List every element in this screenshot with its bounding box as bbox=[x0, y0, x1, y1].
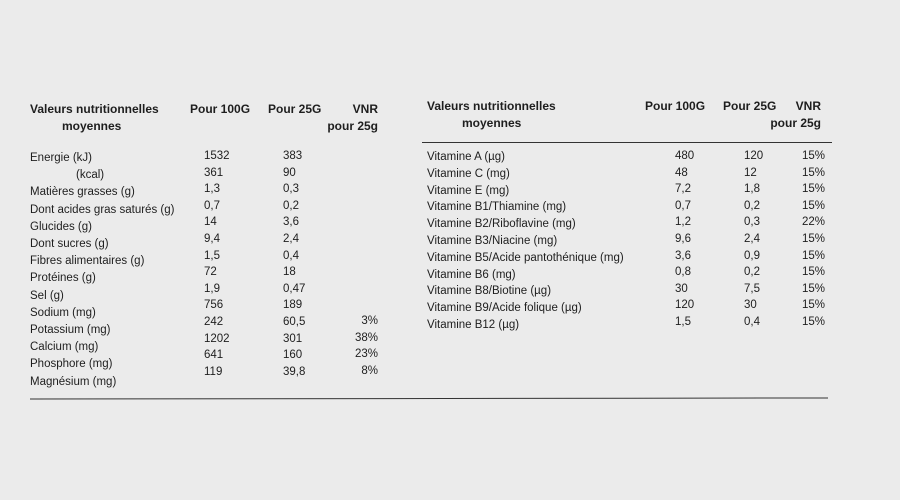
per25-value: 2,4 bbox=[283, 233, 299, 245]
vitamin-label: Vitamine B2/Riboflavine (mg) bbox=[427, 218, 576, 231]
nutrient-label: Sel (g) bbox=[30, 289, 64, 302]
per100-value: 1532 bbox=[204, 150, 230, 162]
vitamin-label: Vitamine B1/Thiamine (mg) bbox=[427, 201, 567, 214]
right-header-nutrition-line2: moyennes bbox=[462, 116, 522, 130]
per25-value: 383 bbox=[283, 150, 303, 162]
nutrient-label: Dont sucres (g) bbox=[30, 238, 109, 250]
vitamin-vnr-value: 15% bbox=[801, 166, 825, 179]
right-header-nutrition bbox=[427, 98, 556, 132]
vnr-value: 23% bbox=[354, 348, 378, 361]
vitamin-per25-value: 0,2 bbox=[744, 266, 760, 279]
vitamin-per25-value: 120 bbox=[744, 150, 764, 162]
vitamin-per100-value: 1,2 bbox=[675, 216, 691, 229]
vitamin-per100-value: 480 bbox=[675, 150, 695, 162]
vnr-value: 3% bbox=[361, 315, 378, 327]
per25-value: 39,8 bbox=[283, 365, 306, 378]
vitamin-per25-value: 30 bbox=[744, 299, 757, 312]
per100-value: 14 bbox=[204, 216, 217, 229]
per100-value: 1202 bbox=[204, 332, 230, 345]
right-header-vnr bbox=[760, 98, 821, 132]
vitamin-per25-value: 12 bbox=[744, 166, 757, 179]
vitamin-label: Vitamine B8/Biotine (µg) bbox=[427, 285, 552, 298]
left-header-nutrition bbox=[30, 101, 159, 135]
vitamin-label: Vitamine C (mg) bbox=[427, 167, 510, 180]
per25-value: 0,47 bbox=[283, 282, 306, 295]
per100-value: 72 bbox=[204, 266, 217, 279]
vitamin-per25-value: 7,5 bbox=[744, 282, 760, 295]
per100-value: 756 bbox=[204, 299, 224, 312]
per25-value: 90 bbox=[283, 166, 296, 179]
vitamin-label: Vitamine B3/Niacine (mg) bbox=[427, 235, 558, 247]
vitamin-vnr-value: 15% bbox=[801, 150, 825, 162]
vitamin-per100-value: 7,2 bbox=[675, 183, 691, 196]
per25-value: 0,4 bbox=[283, 249, 299, 262]
vitamin-per100-value: 120 bbox=[675, 299, 695, 312]
vitamin-vnr-value: 15% bbox=[801, 266, 825, 279]
vitamin-label: Vitamine B6 (mg) bbox=[427, 268, 516, 281]
per25-value: 60,5 bbox=[283, 316, 306, 328]
vitamin-label: Vitamine B9/Acide folique (µg) bbox=[427, 302, 582, 315]
left-header-nutrition-line2: moyennes bbox=[62, 119, 122, 133]
per100-value: 361 bbox=[204, 166, 224, 179]
vitamin-vnr-value: 15% bbox=[801, 282, 825, 295]
vitamin-per25-value: 1,8 bbox=[744, 183, 760, 196]
nutrient-label: Protéines (g) bbox=[30, 272, 96, 285]
vitamin-per25-value: 0,4 bbox=[744, 316, 760, 328]
vitamin-per100-value: 0,7 bbox=[675, 199, 691, 212]
nutrient-label: Matières grasses (g) bbox=[30, 186, 135, 199]
per100-value: 119 bbox=[204, 365, 223, 378]
vitamin-per100-value: 30 bbox=[675, 282, 688, 295]
right-header-nutrition-line1: Valeurs nutritionnelles bbox=[427, 99, 556, 113]
per25-value: 3,6 bbox=[283, 216, 299, 229]
vitamin-per100-value: 9,6 bbox=[675, 233, 691, 245]
nutrient-label: Energie (kJ) bbox=[30, 152, 92, 164]
per100-value: 1,5 bbox=[204, 249, 220, 262]
per100-value: 0,7 bbox=[204, 199, 220, 212]
right-header-vnr-line2: pour 25g bbox=[770, 116, 821, 130]
vitamin-per25-value: 0,3 bbox=[744, 216, 760, 229]
vitamin-label: Vitamine B12 (µg) bbox=[427, 319, 520, 331]
left-header-vnr-line2: pour 25g bbox=[327, 119, 378, 133]
per100-value: 242 bbox=[204, 316, 224, 328]
nutrient-label: Dont acides gras saturés (g) bbox=[30, 203, 175, 216]
nutrient-label: Magnésium (mg) bbox=[30, 375, 117, 388]
right-header-vnr-line1: VNR bbox=[795, 99, 821, 113]
vnr-value: 38% bbox=[354, 331, 378, 344]
per100-value: 1,9 bbox=[204, 282, 220, 295]
per25-value: 160 bbox=[283, 349, 303, 362]
left-header-nutrition-line1: Valeurs nutritionnelles bbox=[30, 102, 159, 116]
per25-value: 301 bbox=[283, 332, 303, 345]
left-header-per25: Pour 25G bbox=[268, 102, 322, 116]
vitamin-per25-value: 2,4 bbox=[744, 233, 760, 245]
per100-value: 641 bbox=[204, 349, 224, 362]
per25-value: 0,3 bbox=[283, 183, 299, 196]
vitamin-label: Vitamine A (µg) bbox=[427, 151, 506, 163]
right-header-per25: Pour 25G bbox=[723, 99, 777, 113]
vitamin-vnr-value: 15% bbox=[801, 316, 825, 328]
vitamin-label: Vitamine B5/Acide pantothénique (mg) bbox=[427, 251, 624, 264]
vitamin-per100-value: 48 bbox=[675, 166, 688, 179]
left-header-vnr-line1: VNR bbox=[352, 102, 378, 116]
vitamin-per100-value: 1,5 bbox=[675, 316, 691, 328]
vitamin-vnr-value: 22% bbox=[801, 216, 825, 229]
per25-value: 18 bbox=[283, 266, 296, 279]
nutrient-label: Potassium (mg) bbox=[30, 324, 111, 336]
left-header-vnr bbox=[318, 101, 378, 135]
nutrient-label: Fibres alimentaires (g) bbox=[30, 255, 145, 268]
vitamin-per25-value: 0,2 bbox=[744, 199, 760, 212]
per100-value: 1,3 bbox=[204, 183, 220, 196]
nutrient-label: Calcium (mg) bbox=[30, 341, 99, 354]
vitamin-per100-value: 0,8 bbox=[675, 266, 691, 279]
vitamin-vnr-value: 15% bbox=[801, 299, 825, 312]
vitamin-vnr-value: 15% bbox=[801, 249, 825, 262]
per25-value: 189 bbox=[283, 299, 303, 312]
right-header-per100: Pour 100G bbox=[645, 99, 706, 113]
vitamin-label: Vitamine E (mg) bbox=[427, 184, 510, 197]
vitamin-per100-value: 3,6 bbox=[675, 249, 691, 262]
vitamin-vnr-value: 15% bbox=[801, 199, 825, 212]
nutrient-label: Glucides (g) bbox=[30, 220, 92, 233]
right-header-divider bbox=[422, 142, 832, 143]
vitamin-vnr-value: 15% bbox=[801, 233, 825, 245]
left-header-per100: Pour 100G bbox=[190, 102, 251, 116]
per25-value: 0,2 bbox=[283, 199, 299, 212]
vnr-value: 8% bbox=[361, 364, 378, 377]
nutrient-label: Phosphore (mg) bbox=[30, 358, 113, 371]
vitamin-per25-value: 0,9 bbox=[744, 249, 760, 262]
bottom-divider bbox=[30, 397, 828, 399]
vitamin-vnr-value: 15% bbox=[801, 183, 825, 196]
per100-value: 9,4 bbox=[204, 233, 220, 245]
nutrient-label: (kcal) bbox=[76, 169, 105, 182]
nutrient-label: Sodium (mg) bbox=[30, 306, 96, 319]
